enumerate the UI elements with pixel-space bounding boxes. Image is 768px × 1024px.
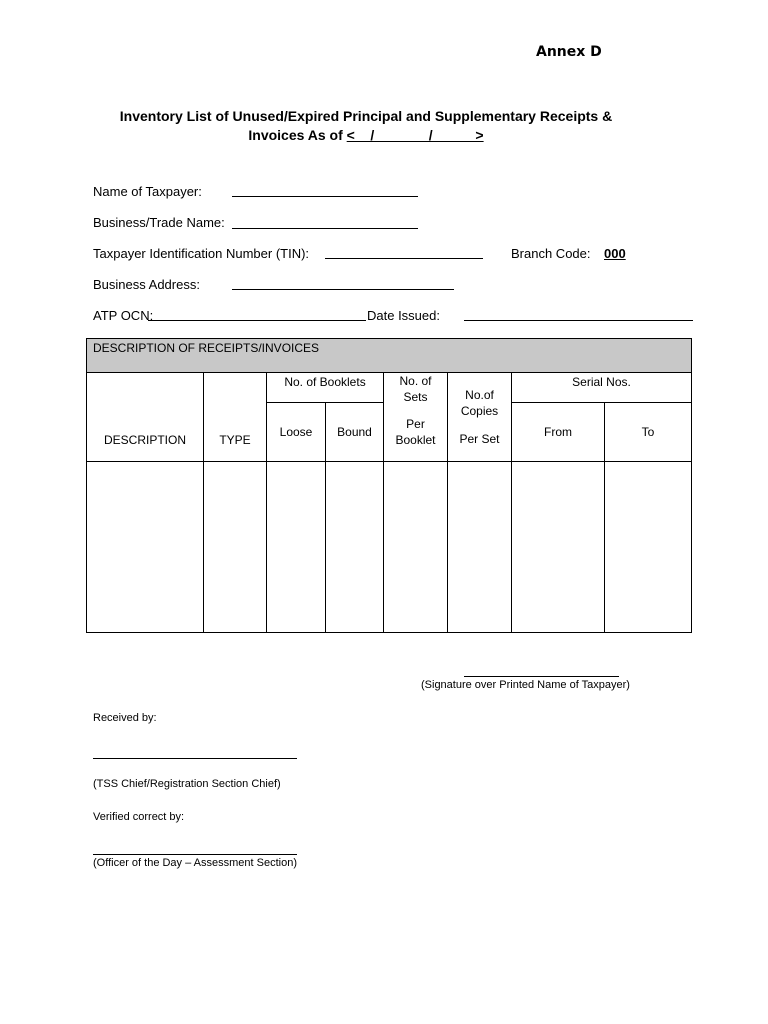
col-header-copies [448, 373, 512, 462]
branch-code-value: 000 [604, 246, 626, 261]
sets-line1: No. of [399, 374, 432, 388]
as-of-date-field[interactable]: < / / > [346, 127, 484, 143]
trade-name-input-line[interactable] [232, 228, 418, 229]
taxpayer-signature-line[interactable] [464, 676, 619, 677]
signature-caption: (Signature over Printed Name of Taxpayer) [421, 679, 630, 691]
verified-by-signature-line[interactable] [93, 854, 297, 855]
received-by-label: Received by: [93, 712, 157, 724]
cell-from[interactable] [512, 462, 605, 633]
atp-ocn-label: ATP OCN: [93, 308, 154, 323]
col-header-type: TYPE [204, 373, 267, 462]
tin-input-line[interactable] [325, 258, 483, 259]
branch-code-label: Branch Code: [511, 246, 591, 261]
cell-bound[interactable] [326, 462, 384, 633]
cell-copies[interactable] [448, 462, 512, 633]
col-header-to: To [605, 403, 692, 462]
business-address-input-line[interactable] [232, 289, 454, 290]
copies-line3: Per Set [459, 432, 500, 446]
col-header-booklets: No. of Booklets [267, 373, 384, 403]
col-header-serial: Serial Nos. [512, 373, 692, 403]
col-header-loose: Loose [267, 403, 326, 462]
cell-sets[interactable] [384, 462, 448, 633]
received-by-signature-line[interactable] [93, 758, 297, 759]
receipts-table [86, 338, 692, 633]
annex-label: Annex D [536, 44, 602, 60]
verified-by-label: Verified correct by: [93, 811, 185, 823]
copies-line2: Copies [460, 404, 499, 418]
verified-by-role: (Officer of the Day – Assessment Section) [93, 857, 297, 869]
date-issued-input-line[interactable] [464, 320, 693, 321]
col-header-description: DESCRIPTION [87, 373, 204, 462]
col-header-sets [384, 373, 448, 462]
table-section-title: DESCRIPTION OF RECEIPTS/INVOICES [87, 339, 692, 373]
cell-type[interactable] [204, 462, 267, 633]
atp-ocn-input-line[interactable] [148, 320, 366, 321]
sets-line2: Sets [403, 390, 428, 404]
trade-name-label: Business/Trade Name: [93, 215, 225, 230]
table-row [87, 462, 692, 633]
received-by-role: (TSS Chief/Registration Section Chief) [93, 778, 281, 790]
taxpayer-name-label: Name of Taxpayer: [93, 184, 202, 199]
tin-label: Taxpayer Identification Number (TIN): [93, 246, 310, 261]
sets-line4: Booklet [395, 433, 436, 447]
cell-to[interactable] [605, 462, 692, 633]
sets-line3: Per [406, 417, 425, 431]
title-prefix: Invoices As of [248, 127, 347, 143]
col-header-from: From [512, 403, 605, 462]
taxpayer-name-input-line[interactable] [232, 196, 418, 197]
copies-line1: No.of [465, 388, 494, 402]
date-issued-label: Date Issued: [367, 308, 440, 323]
cell-loose[interactable] [267, 462, 326, 633]
col-header-bound: Bound [326, 403, 384, 462]
form-title-line1: Inventory List of Unused/Expired Principal and Supplementary Receipts & [119, 108, 613, 124]
cell-description[interactable] [87, 462, 204, 633]
business-address-label: Business Address: [93, 277, 200, 292]
form-title-line2 [60, 127, 672, 143]
